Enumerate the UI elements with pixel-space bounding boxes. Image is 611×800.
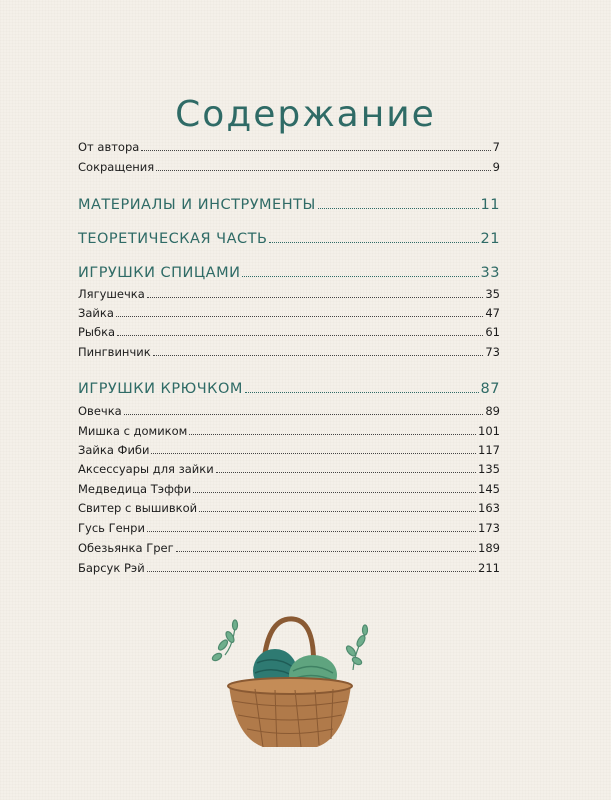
dot-leader — [193, 483, 476, 493]
toc-entry-label: Пингвинчик — [78, 345, 151, 359]
dot-leader — [147, 522, 476, 532]
dot-leader — [176, 542, 476, 552]
toc-page-number: 189 — [478, 541, 500, 555]
toc-page-number: 211 — [478, 561, 500, 575]
toc-entry-label: Обезьянка Грег — [78, 541, 174, 555]
toc-entry-row — [78, 287, 500, 301]
toc-entry-row — [78, 501, 500, 515]
dot-leader — [189, 425, 476, 435]
toc-page-number: 7 — [492, 140, 500, 154]
dot-leader — [147, 288, 484, 298]
toc-section-row — [78, 197, 500, 214]
toc-entry-row — [78, 462, 500, 476]
dot-leader — [269, 231, 478, 243]
toc-entry-label: От автора — [78, 140, 140, 154]
toc-entry-label: ИГРУШКИ СПИЦАМИ — [78, 265, 241, 281]
toc-entry-label: Медведица Тэффи — [78, 482, 192, 496]
toc-page-number: 21 — [480, 231, 500, 247]
toc-page-number: 163 — [478, 501, 500, 515]
toc-entry-label: Свитер с вышивкой — [78, 501, 198, 515]
toc-page-number: 33 — [480, 265, 500, 281]
toc-entry-row — [78, 404, 500, 418]
toc-entry-label: Гусь Генри — [78, 521, 145, 535]
toc-entry-label: Зайка — [78, 306, 114, 320]
toc-entry-row — [78, 160, 500, 174]
toc-page-number: 47 — [485, 306, 500, 320]
toc-section-row — [78, 231, 500, 248]
dot-leader — [199, 502, 476, 512]
toc-entry-label: Овечка — [78, 404, 122, 418]
toc-page-number: 9 — [492, 160, 500, 174]
dot-leader — [318, 197, 479, 209]
toc-entry-label: МАТЕРИАЛЫ И ИНСТРУМЕНТЫ — [78, 197, 316, 213]
toc-entry-row — [78, 482, 500, 496]
dot-leader — [116, 307, 483, 317]
toc-entry-row — [78, 325, 500, 339]
toc-page-number: 135 — [478, 462, 500, 476]
dot-leader — [156, 161, 490, 171]
toc-section-row — [78, 265, 500, 282]
toc-page-number: 89 — [485, 404, 500, 418]
toc-entry-row — [78, 424, 500, 438]
dot-leader — [124, 405, 484, 415]
toc-entry-row — [78, 561, 500, 575]
toc-entry-label: Зайка Фиби — [78, 443, 150, 457]
toc-entry-label: Лягушечка — [78, 287, 145, 301]
toc-page-number: 101 — [478, 424, 500, 438]
toc-page-number: 87 — [480, 381, 500, 397]
toc-entry-label: Рыбка — [78, 325, 116, 339]
toc-entry-label: ИГРУШКИ КРЮЧКОМ — [78, 381, 243, 397]
toc-entry-row — [78, 541, 500, 555]
toc-page-number: 173 — [478, 521, 500, 535]
dot-leader — [153, 346, 484, 356]
toc-entry-row — [78, 521, 500, 535]
toc-entry-row — [78, 443, 500, 457]
toc-page-number: 145 — [478, 482, 500, 496]
toc-page-number: 61 — [485, 325, 500, 339]
dot-leader — [141, 141, 490, 151]
toc-entry-label: Барсук Рэй — [78, 561, 145, 575]
dot-leader — [242, 265, 478, 277]
toc-entry-label: ТЕОРЕТИЧЕСКАЯ ЧАСТЬ — [78, 231, 268, 247]
toc-entry-row — [78, 306, 500, 320]
toc-entry-row — [78, 140, 500, 154]
dot-leader — [245, 381, 479, 393]
toc-page-number: 35 — [485, 287, 500, 301]
toc-page-number: 11 — [480, 197, 500, 213]
dot-leader — [147, 562, 476, 572]
toc-entry-label: Аксессуары для зайки — [78, 462, 214, 476]
dot-leader — [151, 444, 476, 454]
toc-page-number: 117 — [478, 443, 500, 457]
toc-section-row — [78, 381, 500, 398]
page-title: Содержание — [175, 94, 436, 136]
toc-entry-label: Сокращения — [78, 160, 155, 174]
toc-entry-label: Мишка с домиком — [78, 424, 188, 438]
basket-with-yarn-icon — [205, 615, 375, 755]
toc-entry-row — [78, 345, 500, 359]
dot-leader — [117, 326, 483, 336]
dot-leader — [216, 463, 476, 473]
toc-page-number: 73 — [485, 345, 500, 359]
